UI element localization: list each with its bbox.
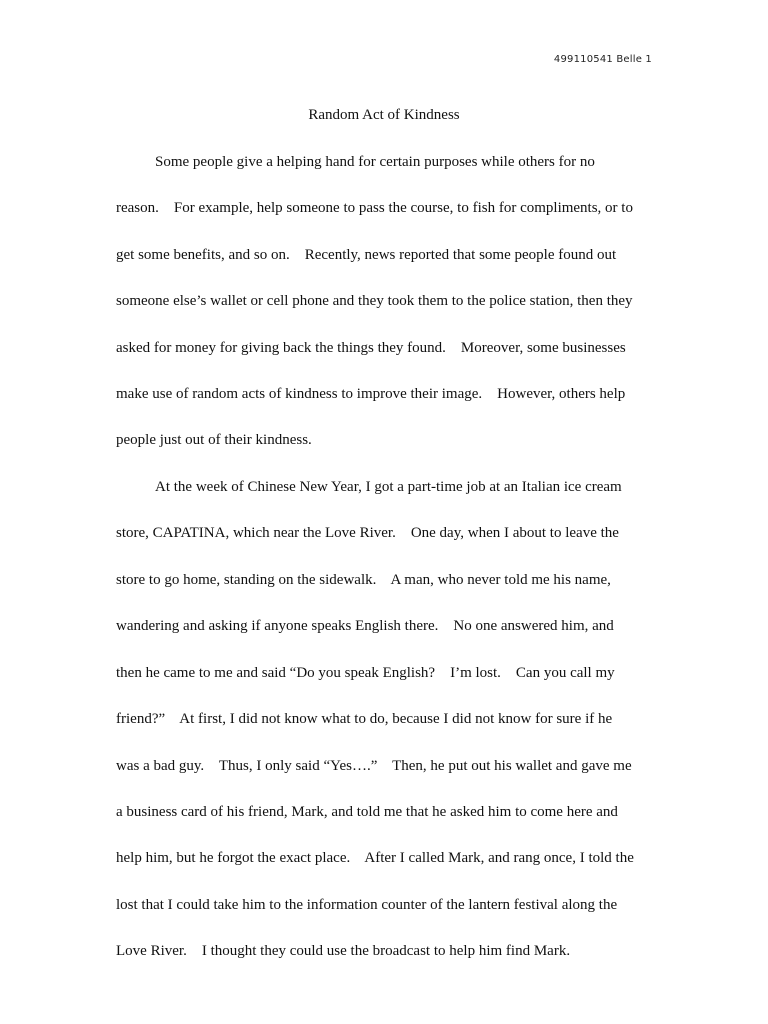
paragraph-line: friend?” At first, I did not know what to do, because I did not know for sure if he: [116, 711, 613, 727]
paragraph-line: store to go home, standing on the sidewalk. A man, who never told me his name,: [116, 572, 611, 588]
paragraph-line: reason. For example, help someone to pass the course, to fish for compliments, or to: [116, 200, 633, 216]
paragraph-line: At the week of Chinese New Year, I got a part-time job at an Italian ice cream: [155, 479, 622, 495]
running-head: 499110541 Belle 1: [553, 54, 652, 65]
paragraph-line: lost that I could take him to the information counter of the lantern festival along the: [116, 897, 618, 913]
paragraph-line: store, CAPATINA, which near the Love River. One day, when I about to leave the: [116, 525, 619, 541]
paragraph-line: a business card of his friend, Mark, and told me that he asked him to come here and: [116, 804, 618, 820]
paragraph-line: make use of random acts of kindness to improve their image. However, others help: [116, 386, 626, 402]
paragraph-line: Love River. I thought they could use the broadcast to help him find Mark.: [116, 943, 571, 959]
paragraph-line: help him, but he forgot the exact place. After I called Mark, and rang once, I told the: [116, 850, 634, 866]
paragraph-line: get some benefits, and so on. Recently, news reported that some people found out: [116, 247, 617, 263]
paragraph-line: wandering and asking if anyone speaks English there. No one answered him, and: [116, 618, 614, 634]
paragraph-line: someone else’s wallet or cell phone and they took them to the police station, then they: [116, 293, 633, 309]
paragraph-line: then he came to me and said “Do you speak English? I’m lost. Can you call my: [116, 665, 615, 681]
paragraph-line: was a bad guy. Thus, I only said “Yes….” Then, he put out his wallet and gave me: [116, 758, 632, 774]
paragraph-line: asked for money for giving back the things they found. Moreover, some businesses: [116, 340, 626, 356]
paragraph-line: people just out of their kindness.: [116, 432, 312, 448]
essay-title: Random Act of Kindness: [308, 107, 460, 123]
paragraph-line: Some people give a helping hand for certain purposes while others for no: [155, 154, 595, 170]
